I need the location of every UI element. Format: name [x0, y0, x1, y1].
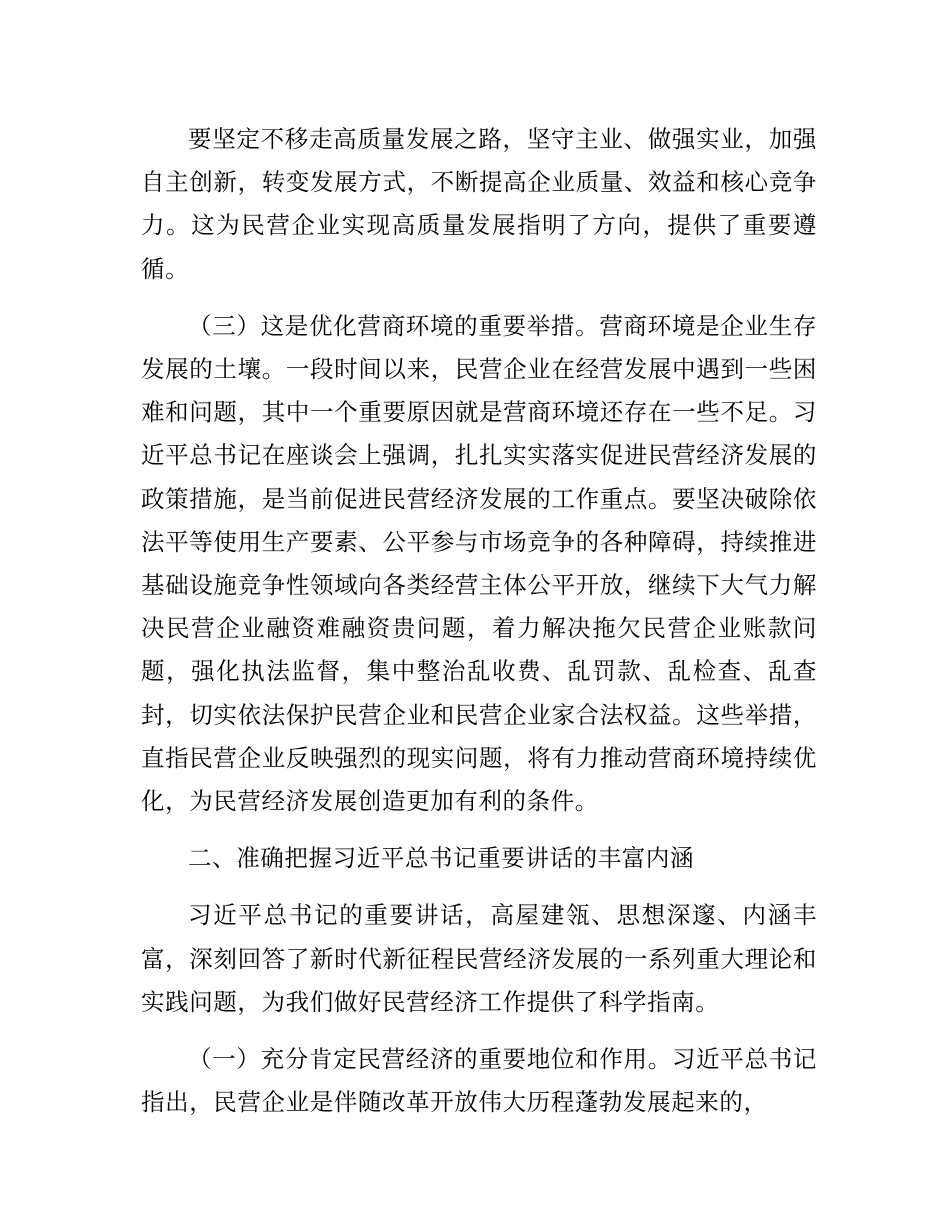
paragraph-high-quality-development: 要坚定不移走高质量发展之路，坚守主业、做强实业，加强自主创新，转变发展方式，不断提高企业质量、效益和核心竞争力。这为民营企业实现高质量发展指明了方向，提供了重要遵循。 — [141, 125, 817, 283]
paragraph-business-environment: （三）这是优化营商环境的重要举措。营商环境是企业生存发展的土壤。一段时间以来，民营企业在经营发展中遇到一些困难和问题，其中一个重要原因就是营商环境还存在一些不足。习近平总书记在座谈会上强调，扎扎实实落实促进民营经济发展的政策措施，是当前促进民营经济发展的工作重点。要坚决破除依法平等使用生产要素、公平参与市场竞争的各种障碍，持续推进基础设施竞争性领域向各类经营主体公平开放，继续下大气力解决民营企业融资难融资贵问题，着力解决拖欠民营企业账款问题，强化执法监督，集中整治乱收费、乱罚款、乱检查、乱查封，切实依法保护民营企业和民营企业家合法权益。这些举措，直指民营企业反映强烈的现实问题，将有力推动营商环境持续优化，为民营经济发展创造更加有利的条件。 — [141, 311, 817, 816]
paragraph-speech-connotation: 习近平总书记的重要讲话，高屋建瓴、思想深邃、内涵丰富，深刻回答了新时代新征程民营经济发展的一系列重大理论和实践问题，为我们做好民营经济工作提供了科学指南。 — [141, 901, 817, 1016]
section-heading-two: 二、准确把握习近平总书记重要讲话的丰富内涵 — [188, 844, 695, 873]
document-page — [141, 118, 817, 1138]
paragraph-private-economy-status: （一）充分肯定民营经济的重要地位和作用。习近平总书记指出，民营企业是伴随改革开放伟大历程蓬勃发展起来的， — [141, 1045, 817, 1117]
